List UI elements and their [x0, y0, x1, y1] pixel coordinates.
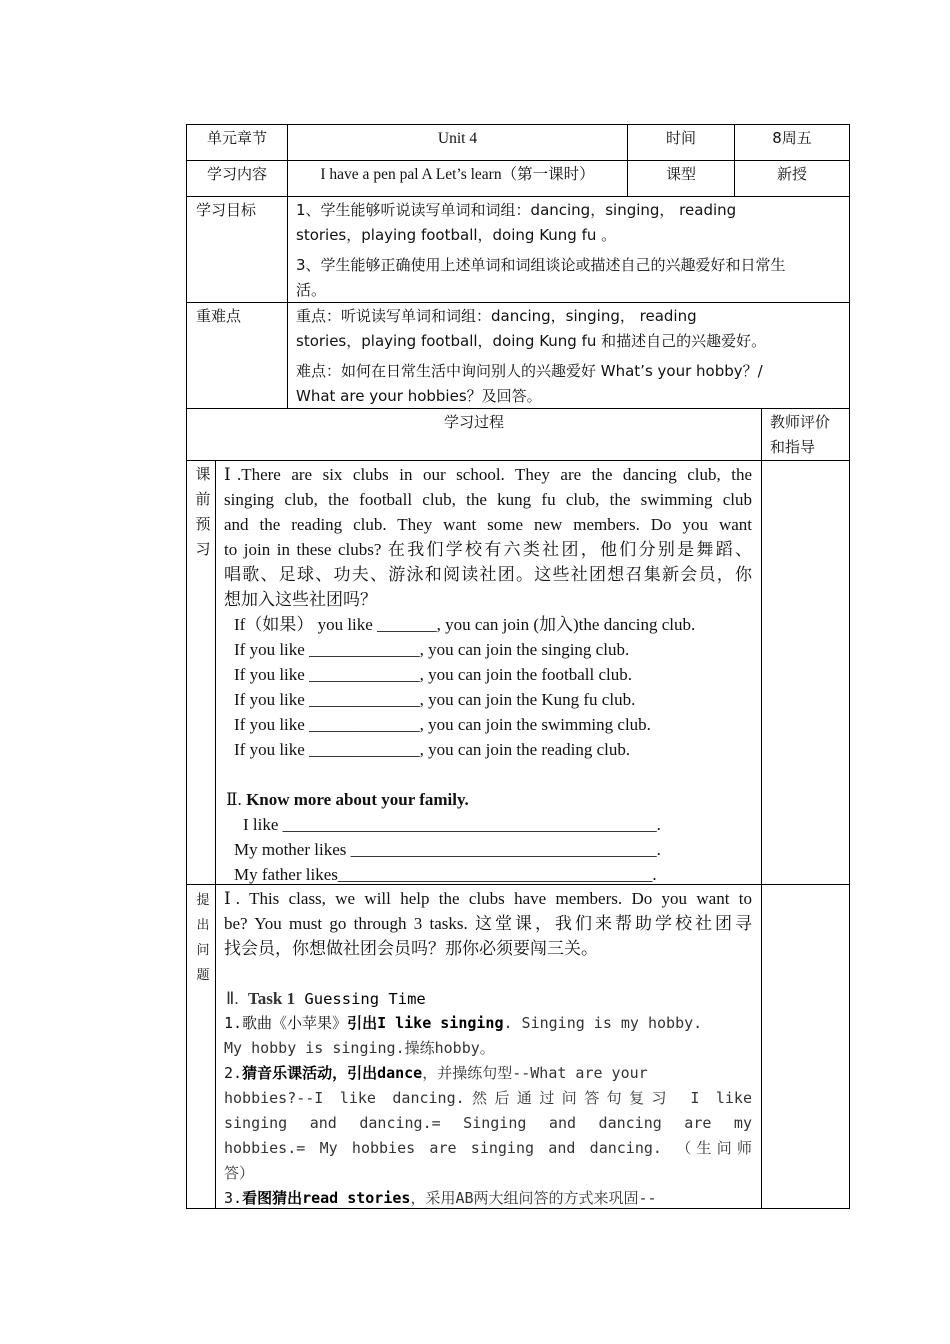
preview-paragraph-line: to join in these clubs? 在我们学校有六类社团，他们分别是舞蹈、 — [224, 540, 752, 559]
section-title: Know more about your family. — [246, 790, 469, 809]
preview-paragraph-line: Ⅰ.There are six clubs in our school. They are the dancing club, the — [224, 465, 752, 484]
problem-paragraph-line: Ⅰ. This class, we will help the clubs have members. Do you want to — [224, 889, 752, 908]
fill-blank-line: If you like _____________, you can join the singing club. — [234, 640, 630, 659]
step-line — [224, 1061, 648, 1086]
preview-paragraph-line: and the reading club. They want some new members. Do you want — [224, 515, 752, 534]
keypoint-line: 重点：听说读写单词和词组：dancing，singing， reading — [296, 307, 697, 325]
goals-label: 学习目标 — [196, 201, 257, 219]
goal-line: 活。 — [296, 281, 327, 299]
step-text: 2. — [224, 1064, 243, 1082]
time-label: 时间 — [665, 129, 696, 147]
step-line: hobbies.= My hobbies are singing and dancing. （生问师 — [224, 1139, 752, 1157]
task-number: Ⅱ. — [226, 989, 239, 1008]
table-border — [849, 124, 850, 1209]
preview-side-label: 课 前 预 习 — [195, 467, 211, 558]
preview-paragraph-line: 想加入这些社团吗？ — [224, 590, 377, 609]
step-text: ，采用AB两大组问答的方式来巩固-- — [410, 1189, 657, 1207]
row-divider — [186, 160, 850, 161]
step-line — [224, 1011, 702, 1036]
family-fill-line: My father likes_____________________________________. — [234, 865, 657, 884]
fill-blank-line: If you like _____________, you can join the football club. — [234, 665, 633, 684]
family-fill-line: My mother likes ____________________________________. — [234, 840, 661, 859]
problem-paragraph-line: be? You must go through 3 tasks. 这堂课，我们来帮助学校社团寻 — [224, 914, 752, 933]
type-value: 新授 — [776, 165, 807, 183]
preview-paragraph-line: singing club, the football club, the kung fu club, the swimming club — [224, 490, 752, 509]
chapter-label: 单元章节 — [206, 129, 267, 147]
table-border — [186, 124, 187, 1209]
content-value: I have a pen pal A Let’s learn（第一课时） — [320, 166, 595, 183]
col-divider — [761, 408, 762, 1209]
row-divider — [186, 302, 850, 303]
step-line: My hobby is singing.操练hobby。 — [224, 1039, 495, 1057]
step-line: singing and dancing.= Singing and dancing are my — [224, 1114, 752, 1132]
step-text: 1.歌曲《小苹果》 — [224, 1014, 348, 1032]
step-text-bold: 引出I like singing — [347, 1014, 504, 1032]
chapter-value: Unit 4 — [437, 130, 478, 147]
step-line — [224, 1186, 657, 1211]
step-text: ，并操练句型--What are your — [422, 1064, 648, 1082]
step-line: 答） — [224, 1164, 255, 1182]
row-divider — [186, 196, 850, 197]
task-heading — [226, 986, 426, 1012]
time-value: 8周五 — [772, 129, 812, 147]
col-divider — [215, 460, 216, 1209]
process-title: 学习过程 — [443, 413, 504, 431]
fill-blank-line: If（如果） you like _______, you can join (加入)the dancing club. — [234, 615, 696, 634]
content-label: 学习内容 — [206, 165, 267, 183]
table-border — [186, 124, 850, 125]
step-text-bold: 猜音乐课活动，引出dance — [242, 1064, 423, 1082]
preview-paragraph-line: 唱歌、足球、功夫、游泳和阅读社团。这些社团想召集新会员，你 — [224, 565, 752, 584]
type-label: 课型 — [665, 165, 696, 183]
keypoint-line: What are your hobbies？及回答。 — [296, 387, 542, 405]
step-text: . Singing is my hobby. — [503, 1014, 703, 1032]
problem-side-label: 提 出 问 题 — [196, 892, 210, 982]
keypoint-line: 难点：如何在日常生活中询问别人的兴趣爱好 What’s your hobby？/ — [296, 362, 763, 380]
problem-paragraph-line: 找会员，你想做社团会员吗？那你必须要闯三关。 — [224, 939, 598, 958]
task-title-bold: Task 1 — [247, 989, 296, 1008]
teacher-column-header: 和指导 — [770, 438, 816, 456]
step-text: 3. — [224, 1189, 243, 1207]
fill-blank-line: If you like _____________, you can join the reading club. — [234, 740, 631, 759]
goal-line: 1、学生能够听说读写单词和词组：dancing，singing， reading — [296, 201, 737, 219]
section-number: Ⅱ. — [226, 790, 242, 809]
family-fill-line: I like ____________________________________________. — [243, 815, 661, 834]
step-text-bold: 看图猜出read stories — [242, 1189, 411, 1207]
family-section-heading — [226, 787, 469, 812]
goal-line: 3、学生能够正确使用上述单词和词组谈论或描述自己的兴趣爱好和日常生 — [296, 256, 786, 274]
fill-blank-line: If you like _____________, you can join the swimming club. — [234, 715, 651, 734]
fill-blank-line: If you like _____________, you can join the Kung fu club. — [234, 690, 636, 709]
row-divider — [186, 460, 850, 461]
step-line: hobbies?--I like dancing.然后通过问答句复习 I like — [224, 1089, 752, 1107]
teacher-column-header: 教师评价 — [770, 413, 831, 431]
keypoints-label: 重难点 — [196, 307, 242, 325]
task-title: Guessing Time — [304, 990, 426, 1008]
goal-line: stories，playing football，doing Kung fu 。 — [296, 226, 617, 244]
keypoint-line: stories，playing football，doing Kung fu 和描述自己的兴趣爱好。 — [296, 332, 767, 350]
